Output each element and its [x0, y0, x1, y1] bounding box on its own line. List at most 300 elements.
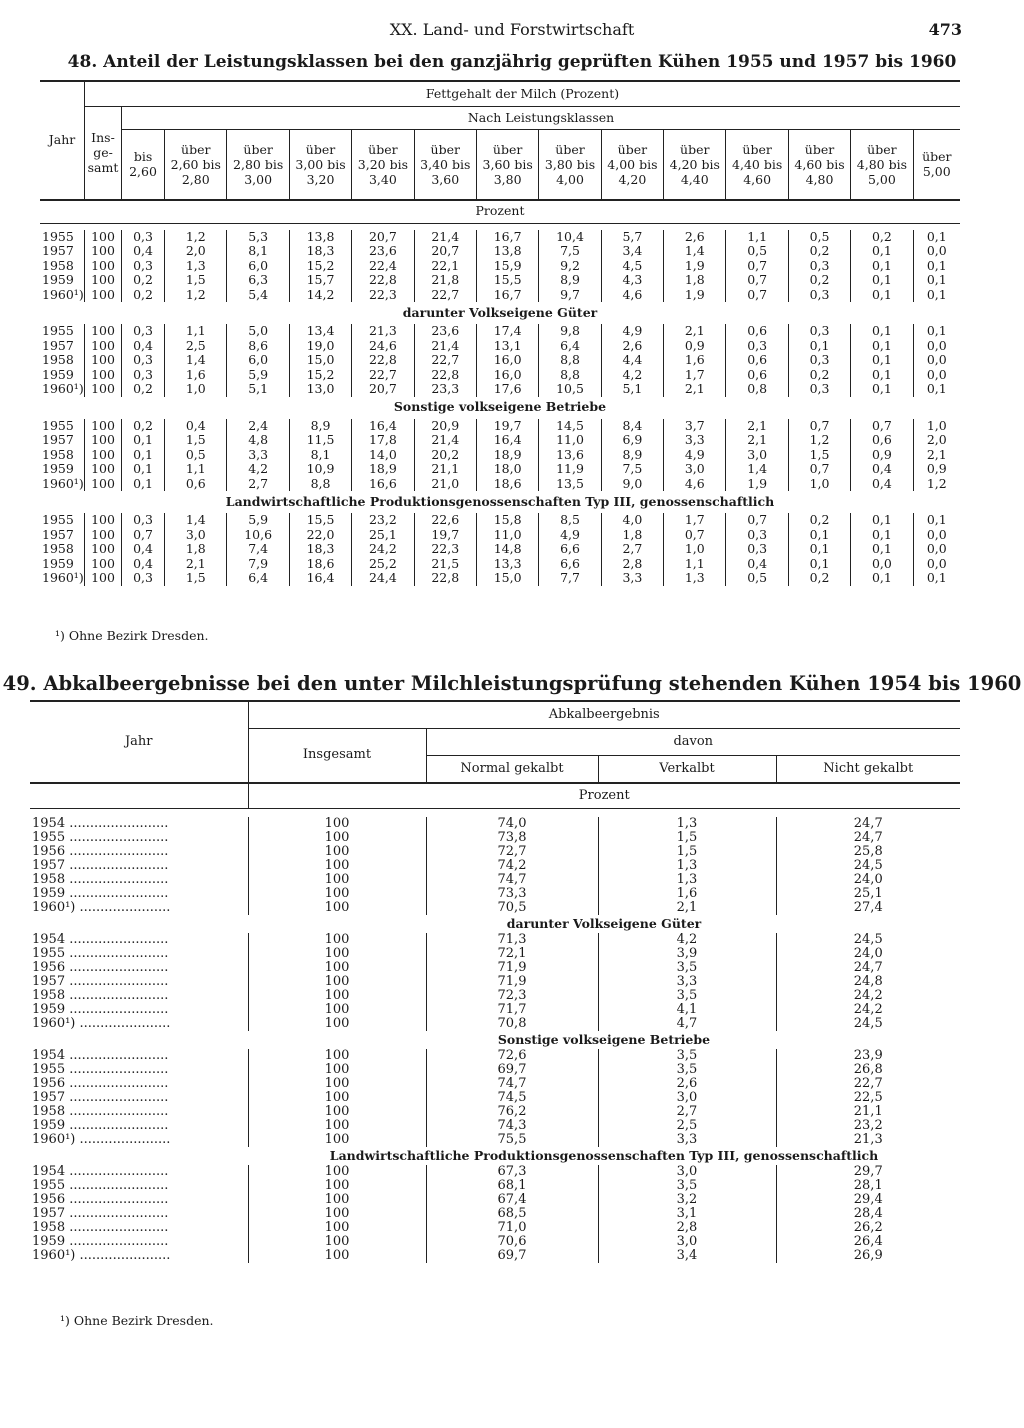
- cell-value: 72,7: [426, 845, 598, 859]
- cell-value: 71,9: [426, 975, 598, 989]
- cell-value: 4,5: [601, 259, 663, 274]
- cell-value: 0,1: [913, 259, 960, 274]
- cell-value: 0,5: [788, 230, 850, 245]
- cell-value: 5,1: [601, 382, 663, 397]
- cell-value: 100: [248, 831, 426, 845]
- cell-value: 1,8: [165, 542, 227, 557]
- cell-value: 7,5: [601, 462, 663, 477]
- cell-value: 100: [85, 288, 122, 303]
- row-year-label: 1954: [32, 932, 66, 947]
- cell-value: 100: [85, 528, 122, 543]
- row-year-label: 1960¹): [32, 1132, 76, 1147]
- cell-value: 0,3: [726, 339, 788, 354]
- cell-value: 100: [248, 1235, 426, 1249]
- cell-value: 70,5: [426, 901, 598, 915]
- cell-value: 4,9: [664, 448, 726, 463]
- col-nicht-header: Nicht gekalbt: [776, 755, 960, 783]
- cell-value: 0,9: [851, 448, 913, 463]
- col-jahr-header: Jahr: [40, 81, 85, 200]
- cell-value: 1,8: [601, 528, 663, 543]
- cell-value: 1,0: [165, 382, 227, 397]
- cell-value: 0,0: [913, 557, 960, 572]
- cell-value: 0,1: [788, 542, 850, 557]
- class-header: über 2,60 bis 2,80: [165, 130, 227, 200]
- cell-value: 71,7: [426, 1003, 598, 1017]
- cell-value: 16,4: [289, 571, 351, 586]
- cell-value: 1,5: [165, 433, 227, 448]
- cell-value: 23,2: [776, 1119, 960, 1133]
- cell-value: 2,1: [726, 419, 788, 434]
- cell-value: 9,2: [539, 259, 601, 274]
- section-label: darunter Volkseigene Güter: [402, 304, 598, 320]
- cell-value: 1,6: [598, 887, 776, 901]
- cell-value: 3,3: [601, 571, 663, 586]
- unit-row: Prozent: [248, 783, 960, 809]
- cell-value: 4,6: [664, 477, 726, 492]
- cell-value: 3,9: [598, 947, 776, 961]
- cell-value: 26,8: [776, 1063, 960, 1077]
- col-insgesamt-header: Insgesamt: [248, 729, 426, 784]
- cell-value: 1,3: [165, 259, 227, 274]
- row-year: [30, 845, 248, 859]
- cell-value: 17,4: [476, 324, 538, 339]
- class-header: über 4,40 bis 4,60: [726, 130, 788, 200]
- cell-value: 20,2: [414, 448, 476, 463]
- cell-value: 2,1: [165, 557, 227, 572]
- cell-value: 6,4: [539, 339, 601, 354]
- cell-value: 0,7: [851, 419, 913, 434]
- cell-value: 1,3: [664, 571, 726, 586]
- cell-value: 4,0: [601, 513, 663, 528]
- section-label: darunter Volkseigene Güter: [506, 916, 702, 931]
- cell-value: 24,5: [776, 933, 960, 947]
- row-year: [30, 933, 248, 947]
- cell-value: 2,1: [664, 382, 726, 397]
- cell-value: 22,5: [776, 1091, 960, 1105]
- cell-value: 1,2: [788, 433, 850, 448]
- cell-value: 13,3: [476, 557, 538, 572]
- leader-dots: ......................: [75, 900, 171, 915]
- cell-value: 0,4: [726, 557, 788, 572]
- cell-value: 1,6: [165, 368, 227, 383]
- cell-value: 0,3: [726, 528, 788, 543]
- row-year-label: 1959: [32, 1118, 66, 1133]
- cell-value: 100: [248, 1003, 426, 1017]
- cell-value: 0,1: [851, 288, 913, 303]
- table-row: [30, 1063, 960, 1077]
- cell-value: 100: [85, 542, 122, 557]
- cell-value: 22,7: [352, 368, 414, 383]
- leader-dots: ........................: [65, 1062, 169, 1077]
- cell-value: 18,9: [352, 462, 414, 477]
- table-row: [30, 901, 960, 915]
- row-year-label: 1957: [32, 1206, 66, 1221]
- cell-value: 3,4: [601, 244, 663, 259]
- cell-value: 9,7: [539, 288, 601, 303]
- row-year: [30, 859, 248, 873]
- cell-value: 24,5: [776, 859, 960, 873]
- cell-value: 74,7: [426, 1077, 598, 1091]
- cell-value: 1,4: [726, 462, 788, 477]
- class-header: über 2,80 bis 3,00: [227, 130, 289, 200]
- cell-value: 0,1: [913, 230, 960, 245]
- cell-value: 5,9: [227, 368, 289, 383]
- cell-value: 0,1: [913, 273, 960, 288]
- cell-value: 100: [85, 353, 122, 368]
- cell-value: 100: [248, 1165, 426, 1179]
- table-row: [40, 419, 960, 434]
- cell-value: 20,7: [352, 230, 414, 245]
- cell-value: 21,4: [414, 230, 476, 245]
- cell-value: 0,2: [133, 286, 153, 302]
- cell-value: 0,5: [165, 448, 227, 463]
- cell-value: 1,9: [664, 288, 726, 303]
- row-year: 1959: [40, 273, 85, 288]
- cell-value: 100: [248, 1221, 426, 1235]
- cell-value: 22,7: [776, 1077, 960, 1091]
- row-year: [30, 961, 248, 975]
- cell-value: 18,9: [476, 448, 538, 463]
- cell-value: 7,9: [227, 557, 289, 572]
- cell-value: 2,5: [165, 339, 227, 354]
- table-row: [30, 1049, 960, 1063]
- cell-value: 3,0: [726, 448, 788, 463]
- cell-value: 68,5: [426, 1207, 598, 1221]
- row-year: [30, 989, 248, 1003]
- leader-dots: ........................: [65, 886, 169, 901]
- table-row: [40, 542, 960, 557]
- class-header: über 4,00 bis 4,20: [601, 130, 663, 200]
- cell-value: 6,3: [227, 273, 289, 288]
- leader-dots: ........................: [65, 1076, 169, 1091]
- cell-value: 11,9: [539, 462, 601, 477]
- cell-value: 15,5: [476, 273, 538, 288]
- cell-value: 74,3: [426, 1119, 598, 1133]
- class-header: über 3,20 bis 3,40: [352, 130, 414, 200]
- cell-value: 72,1: [426, 947, 598, 961]
- leader-dots: ........................: [65, 1234, 169, 1249]
- row-year: [30, 831, 248, 845]
- davon-header: davon: [426, 729, 960, 756]
- row-year: 1960¹): [42, 570, 84, 585]
- class-header: über 5,00: [913, 130, 960, 200]
- cell-value: 8,8: [289, 477, 351, 492]
- abkalbe-header: Abkalbeergebnis: [248, 701, 960, 729]
- cell-value: 8,9: [601, 448, 663, 463]
- cell-value: 100: [248, 887, 426, 901]
- cell-value: 13,5: [539, 477, 601, 492]
- cell-value: 0,1: [913, 288, 960, 303]
- cell-value: 24,5: [776, 1017, 960, 1031]
- row-year-label: 1955: [32, 1178, 66, 1193]
- cell-value: 0,1: [788, 557, 850, 572]
- cell-value: 15,2: [289, 259, 351, 274]
- cell-value: 0,1: [913, 382, 960, 397]
- table-row: [30, 1193, 960, 1207]
- row-year: 1959: [40, 368, 85, 383]
- cell-value: 1,4: [165, 513, 227, 528]
- cell-value: 2,1: [598, 901, 776, 915]
- cell-value: 1,6: [664, 353, 726, 368]
- row-year: [30, 1017, 248, 1031]
- cell-value: 0,0: [913, 353, 960, 368]
- cell-value: 24,2: [352, 542, 414, 557]
- cell-value: 24,7: [776, 961, 960, 975]
- col-jahr-header: Jahr: [124, 733, 153, 749]
- section-label: Landwirtschaftliche Produktionsgenossenschaften Typ III, genossenschaftlich: [329, 1148, 879, 1163]
- cell-value: 0,7: [726, 273, 788, 288]
- class-header: über 3,00 bis 3,20: [289, 130, 351, 200]
- cell-value: 1,4: [165, 353, 227, 368]
- row-year-label: 1956: [32, 1192, 66, 1207]
- cell-value: 24,6: [352, 339, 414, 354]
- cell-value: 100: [85, 448, 122, 463]
- cell-value: 22,3: [352, 288, 414, 303]
- table-row: [40, 273, 960, 288]
- cell-value: 28,4: [776, 1207, 960, 1221]
- cell-value: 0,1: [133, 475, 153, 491]
- cell-value: 20,7: [352, 382, 414, 397]
- cell-value: 16,4: [476, 433, 538, 448]
- leader-dots: ......................: [75, 1016, 171, 1031]
- leader-dots: ........................: [65, 1002, 169, 1017]
- cell-value: 26,4: [776, 1235, 960, 1249]
- leader-dots: ......................: [75, 1132, 171, 1147]
- table-row: [40, 353, 960, 368]
- table-row: [30, 1105, 960, 1119]
- cell-value: 6,4: [227, 571, 289, 586]
- cell-value: 4,2: [227, 462, 289, 477]
- cell-value: 7,7: [539, 571, 601, 586]
- cell-value: 24,7: [776, 831, 960, 845]
- cell-value: 100: [85, 462, 122, 477]
- cell-value: 24,2: [776, 989, 960, 1003]
- cell-value: 17,8: [352, 433, 414, 448]
- cell-value: 0,2: [788, 571, 850, 586]
- cell-value: 6,6: [539, 542, 601, 557]
- cell-value: 2,5: [598, 1119, 776, 1133]
- table-row: [30, 1003, 960, 1017]
- cell-value: 74,7: [426, 873, 598, 887]
- cell-value: 1,9: [726, 477, 788, 492]
- cell-value: 7,5: [539, 244, 601, 259]
- cell-value: 2,8: [601, 557, 663, 572]
- cell-value: 4,3: [601, 273, 663, 288]
- cell-value: 100: [85, 557, 122, 572]
- cell-value: 4,4: [601, 353, 663, 368]
- classes-header: Nach Leistungsklassen: [122, 107, 961, 130]
- table-row: [30, 961, 960, 975]
- cell-value: 100: [248, 845, 426, 859]
- cell-value: 0,9: [913, 462, 960, 477]
- cell-value: 13,4: [289, 324, 351, 339]
- leader-dots: ........................: [65, 960, 169, 975]
- leader-dots: ........................: [65, 974, 169, 989]
- cell-value: 0,7: [726, 513, 788, 528]
- cell-value: 4,9: [601, 324, 663, 339]
- row-year: [30, 1091, 248, 1105]
- table-row: [30, 989, 960, 1003]
- cell-value: 11,0: [539, 433, 601, 448]
- cell-value: 100: [248, 873, 426, 887]
- cell-value: 0,0: [913, 339, 960, 354]
- cell-value: 0,5: [726, 244, 788, 259]
- cell-value: 1,1: [165, 324, 227, 339]
- row-year-label: 1955: [32, 1062, 66, 1077]
- cell-value: 0,1: [851, 382, 913, 397]
- cell-value: 0,7: [664, 528, 726, 543]
- table-row: [40, 477, 960, 492]
- table-48: [40, 80, 960, 586]
- cell-value: 1,0: [664, 542, 726, 557]
- row-year: [30, 975, 248, 989]
- cell-value: 27,4: [776, 901, 960, 915]
- cell-value: 0,3: [788, 259, 850, 274]
- cell-value: 1,3: [598, 859, 776, 873]
- cell-value: 100: [248, 975, 426, 989]
- cell-value: 1,2: [165, 288, 227, 303]
- table-row: [40, 259, 960, 274]
- cell-value: 5,1: [227, 382, 289, 397]
- cell-value: 24,7: [776, 817, 960, 831]
- table-row: [40, 288, 960, 303]
- page-header: [0, 20, 1024, 44]
- cell-value: 3,0: [598, 1235, 776, 1249]
- cell-value: 0,0: [913, 542, 960, 557]
- cell-value: 73,3: [426, 887, 598, 901]
- cell-value: 23,6: [352, 244, 414, 259]
- cell-value: 0,0: [913, 528, 960, 543]
- table-row: [30, 1235, 960, 1249]
- cell-value: 15,7: [289, 273, 351, 288]
- cell-value: 3,5: [598, 961, 776, 975]
- cell-value: 6,6: [539, 557, 601, 572]
- row-year: [30, 1249, 248, 1263]
- cell-value: 100: [248, 1017, 426, 1031]
- cell-value: 22,7: [414, 288, 476, 303]
- cell-value: 9,0: [601, 477, 663, 492]
- cell-value: 3,0: [664, 462, 726, 477]
- cell-value: 3,0: [165, 528, 227, 543]
- cell-value: 0,1: [913, 571, 960, 586]
- cell-value: 0,2: [788, 244, 850, 259]
- cell-value: 3,7: [664, 419, 726, 434]
- cell-value: 0,3: [133, 352, 153, 367]
- cell-value: 21,3: [352, 324, 414, 339]
- cell-value: 16,7: [476, 288, 538, 303]
- cell-value: 0,0: [913, 244, 960, 259]
- cell-value: 13,8: [476, 244, 538, 259]
- cell-value: 22,8: [414, 571, 476, 586]
- row-year-label: 1954: [32, 1048, 66, 1063]
- cell-value: 0,3: [133, 512, 153, 527]
- section-label: Sonstige volkseigene Betriebe: [393, 399, 607, 415]
- cell-value: 24,8: [776, 975, 960, 989]
- cell-value: 0,4: [133, 243, 153, 258]
- cell-value: 1,9: [664, 259, 726, 274]
- cell-value: 5,9: [227, 513, 289, 528]
- cell-value: 0,7: [788, 462, 850, 477]
- cell-value: 2,6: [601, 339, 663, 354]
- cell-value: 4,9: [539, 528, 601, 543]
- cell-value: 100: [248, 859, 426, 873]
- cell-value: 19,0: [289, 339, 351, 354]
- cell-value: 25,2: [352, 557, 414, 572]
- leader-dots: ........................: [65, 1104, 169, 1119]
- cell-value: 0,2: [851, 230, 913, 245]
- table-row: [40, 571, 960, 586]
- row-year: 1955: [40, 230, 85, 245]
- cell-value: 0,1: [851, 273, 913, 288]
- cell-value: 3,2: [598, 1193, 776, 1207]
- cell-value: 8,6: [227, 339, 289, 354]
- cell-value: 0,3: [133, 570, 153, 585]
- leader-dots: ........................: [65, 1220, 169, 1235]
- cell-value: 24,0: [776, 947, 960, 961]
- row-year: 1955: [40, 419, 85, 434]
- row-year: 1958: [40, 542, 85, 557]
- cell-value: 1,8: [664, 273, 726, 288]
- cell-value: 10,9: [289, 462, 351, 477]
- cell-value: 100: [85, 339, 122, 354]
- table-48-title: 48. Anteil der Leistungsklassen bei den ganzjährig geprüften Kühen 1955 und 1957 bis 1960: [67, 52, 957, 72]
- cell-value: 20,7: [414, 244, 476, 259]
- cell-value: 2,0: [165, 244, 227, 259]
- cell-value: 100: [248, 947, 426, 961]
- row-year: 1955: [40, 513, 85, 528]
- table-row: [30, 933, 960, 947]
- row-year-label: 1960¹): [32, 1016, 76, 1031]
- table-row: [30, 817, 960, 831]
- cell-value: 100: [85, 259, 122, 274]
- row-year-label: 1954: [32, 1164, 66, 1179]
- cell-value: 0,3: [726, 542, 788, 557]
- cell-value: 6,0: [227, 353, 289, 368]
- leader-dots: ......................: [75, 1248, 171, 1263]
- cell-value: 15,9: [476, 259, 538, 274]
- cell-value: 18,6: [476, 477, 538, 492]
- cell-value: 11,0: [476, 528, 538, 543]
- cell-value: 18,6: [289, 557, 351, 572]
- cell-value: 69,7: [426, 1063, 598, 1077]
- row-year-label: 1956: [32, 960, 66, 975]
- table-row: [30, 975, 960, 989]
- cell-value: 16,4: [352, 419, 414, 434]
- row-year: [30, 1133, 248, 1147]
- row-year: 1957: [40, 433, 85, 448]
- leader-dots: ........................: [65, 1206, 169, 1221]
- cell-value: 100: [85, 419, 122, 434]
- table-row: [40, 368, 960, 383]
- cell-value: 23,6: [414, 324, 476, 339]
- cell-value: 4,8: [227, 433, 289, 448]
- leader-dots: ........................: [65, 988, 169, 1003]
- leader-dots: ........................: [65, 1118, 169, 1133]
- cell-value: 1,3: [598, 873, 776, 887]
- leader-dots: ........................: [65, 830, 169, 845]
- cell-value: 24,4: [352, 571, 414, 586]
- cell-value: 1,7: [664, 513, 726, 528]
- cell-value: 100: [248, 1091, 426, 1105]
- row-year: 1958: [40, 259, 85, 274]
- cell-value: 0,7: [726, 288, 788, 303]
- cell-value: 25,1: [776, 887, 960, 901]
- cell-value: 15,0: [476, 571, 538, 586]
- cell-value: 10,4: [539, 230, 601, 245]
- cell-value: 21,1: [414, 462, 476, 477]
- col-verkalbt-header: Verkalbt: [598, 755, 776, 783]
- cell-value: 20,9: [414, 419, 476, 434]
